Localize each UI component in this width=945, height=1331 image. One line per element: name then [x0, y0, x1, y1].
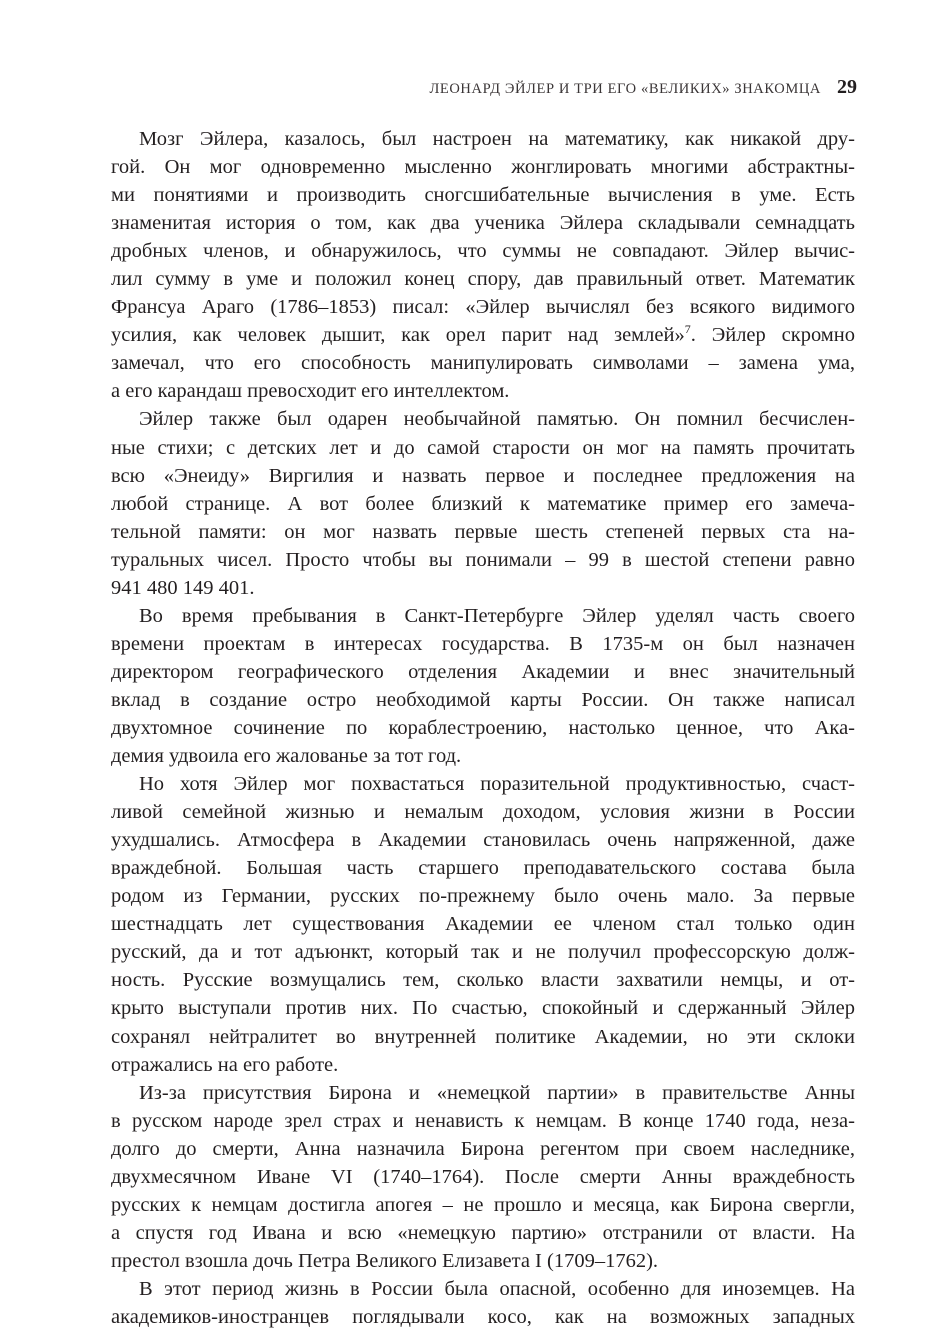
running-title: ЛЕОНАРД ЭЙЛЕР И ТРИ ЕГО «ВЕЛИКИХ» ЗНАКОМЦА	[429, 81, 821, 97]
text-line: шестнадцать лет существования Академии ее членом стал только один	[111, 913, 855, 936]
text-line: академиков-иностранцев поглядывали косо, как на возможных западных	[111, 1305, 855, 1328]
page-number: 29	[837, 76, 857, 98]
text-line: любой странице. А вот более близкий к математике пример его замеча-	[111, 492, 855, 515]
text-line: вклад в создание остро необходимой карты России. Он также написал	[111, 688, 855, 711]
text-line: директором географического отделения Академии и внес значительный	[111, 660, 855, 683]
text-line: 941 480 149 401.	[111, 576, 255, 599]
running-header	[429, 76, 857, 99]
text-line: ми понятиями и производить сногсшибательные вычисления в уме. Есть	[111, 184, 855, 207]
text-segment: усилия, как человек дышит, как орел парит над землей»	[111, 324, 685, 347]
text-line: В этот период жизнь в России была опасной, особенно для иноземцев. На	[139, 1277, 855, 1300]
text-line: туральных чисел. Просто чтобы вы понимали – 99 в шестой степени равно	[111, 548, 855, 571]
text-line	[111, 321, 855, 349]
text-line: демия удвоила его жалованье за тот год.	[111, 745, 462, 768]
text-line: в русском народе зрел страх и ненависть к немцам. В конце 1740 года, неза-	[111, 1109, 855, 1132]
text-line: лил сумму в уме и положил конец спору, дав правильный ответ. Математик	[111, 268, 855, 291]
text-line: знаменитая история о том, как два ученика Эйлера складывали семнадцать	[111, 212, 855, 235]
text-line: замечал, что его способность манипулировать символами – замена ума,	[111, 352, 855, 375]
paragraph	[111, 602, 855, 770]
text-line: русских к немцам достигла апогея – не прошло и месяца, как Бирона свергли,	[111, 1193, 855, 1216]
text-line: Франсуа Араго (1786–1853) писал: «Эйлер вычислял без всякого видимого	[111, 296, 855, 319]
text-line: Мозг Эйлера, казалось, был настроен на математику, как никакой дру-	[139, 128, 855, 150]
footnote-marker[interactable]: 7	[684, 322, 691, 337]
paragraph	[111, 125, 855, 405]
text-line: долго до смерти, Анна назначила Бирона регентом при своем наследнике,	[111, 1137, 855, 1160]
text-segment: . Эйлер скромно	[690, 324, 855, 347]
text-line: ность. Русские возмущались тем, сколько власти захватили немцы, и от-	[111, 969, 855, 992]
text-line: Но хотя Эйлер мог похвастаться поразительной продуктивностью, счаст-	[139, 773, 855, 796]
text-line: всю «Энеиду» Виргилия и назвать первое и последнее предложения на	[111, 464, 855, 487]
text-line: престол взошла дочь Петра Великого Елизавета I (1709–1762).	[111, 1249, 659, 1272]
text-line: крыто выступали против них. По счастью, спокойный и сдержанный Эйлер	[111, 997, 855, 1020]
text-line: а его карандаш превосходит его интеллектом.	[111, 380, 510, 403]
text-line: гой. Он мог одновременно мысленно жонглировать многими абстрактны-	[111, 156, 855, 179]
text-line: Из-за присутствия Бирона и «немецкой партии» в правительстве Анны	[139, 1081, 855, 1104]
text-line: ухудшались. Атмосфера в Академии становилась очень напряженной, даже	[111, 829, 855, 852]
text-line: дробных членов, и обнаружилось, что суммы не совпадают. Эйлер вычис-	[111, 240, 855, 263]
paragraph	[111, 405, 855, 601]
text-line: сохранял нейтралитет во внутренней политике Академии, но эти склоки	[111, 1025, 855, 1048]
text-line: двухтомное сочинение по кораблестроению, настолько ценное, что Ака-	[111, 716, 855, 739]
text-line: а спустя год Ивана и всю «немецкую партию» отстранили от власти. На	[111, 1221, 855, 1244]
paragraph	[111, 1079, 855, 1275]
text-line: ливой семейной жизнью и немалым доходом, условия жизни в России	[111, 801, 855, 824]
text-line: тельной памяти: он мог назвать первые шесть степеней первых ста на-	[111, 520, 855, 543]
text-line: времени проектам в интересах государства. В 1735-м он был назначен	[111, 632, 855, 655]
paragraph	[111, 1275, 855, 1331]
text-line: враждебной. Большая часть старшего преподавательского состава была	[111, 857, 855, 880]
text-line: Эйлер также был одарен необычайной памятью. Он помнил бесчислен-	[139, 408, 855, 431]
text-line: русский, да и тот адъюнкт, который так и не получил профессорскую долж-	[111, 941, 855, 964]
text-line: ные стихи; с детских лет и до самой старости он мог на память прочитать	[111, 436, 855, 459]
paragraph	[111, 770, 855, 1079]
text-line: родом из Германии, русских по-прежнему было очень мало. За первые	[111, 885, 855, 908]
text-line: двухмесячном Иване VI (1740–1764). После смерти Анны враждебность	[111, 1165, 855, 1188]
text-line: отражались на его работе.	[111, 1053, 339, 1076]
text-line: Во время пребывания в Санкт-Петербурге Эйлер уделял часть своего	[139, 604, 855, 627]
body-text	[111, 125, 855, 1331]
